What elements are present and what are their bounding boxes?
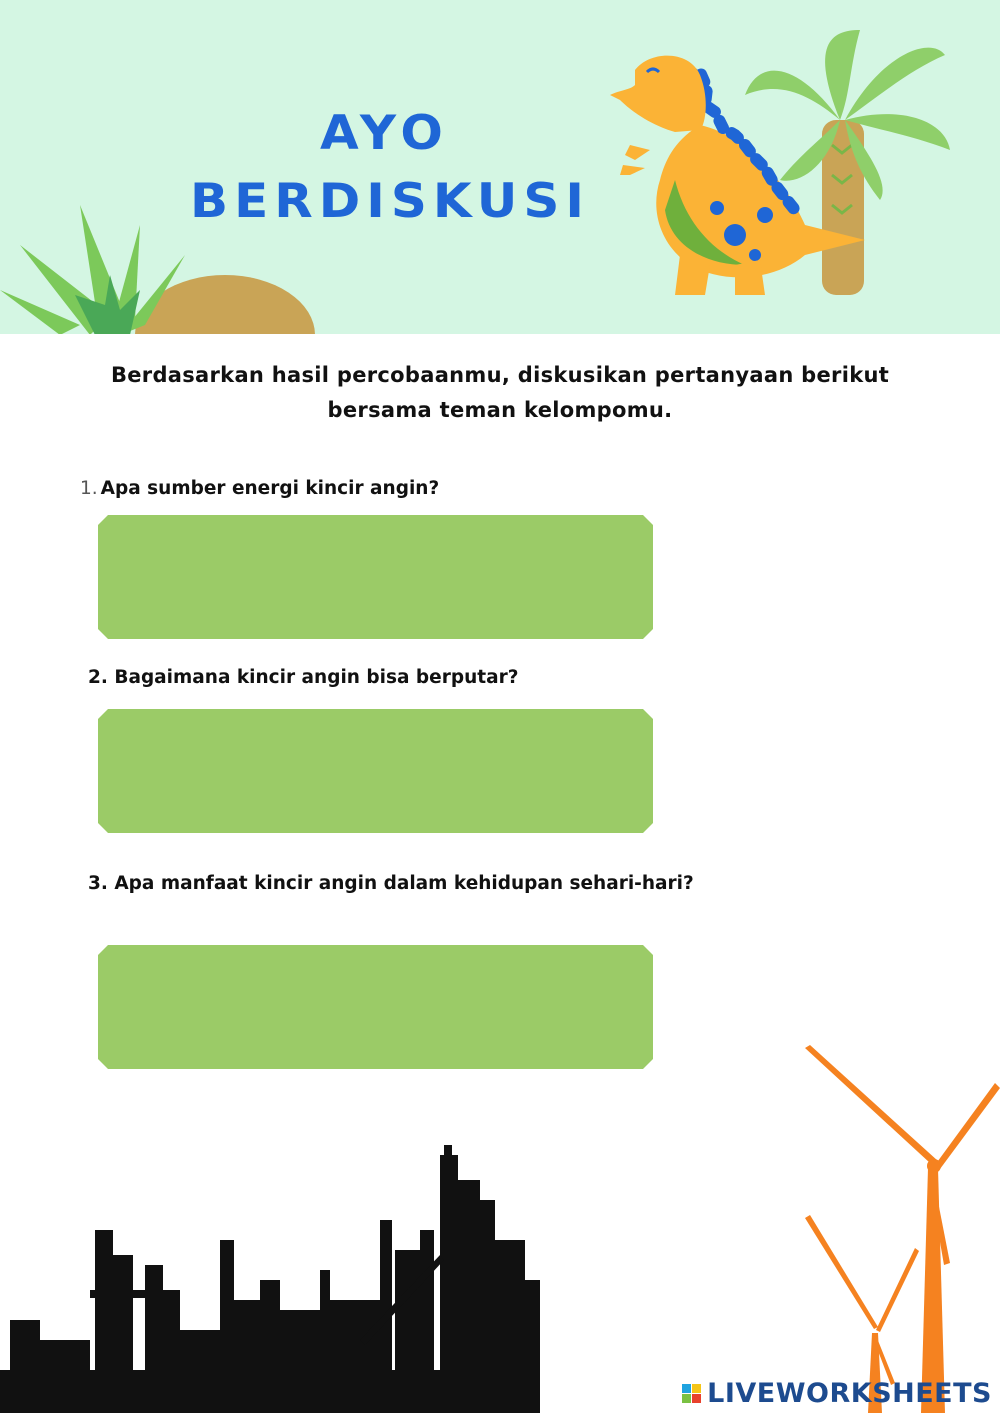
instructions-line-1: Berdasarkan hasil percobaanmu, diskusikan pertanyaan berikut [110,363,890,387]
liveworksheets-logo-icon [682,1384,701,1403]
question-1-text: Apa sumber energi kincir angin? [100,478,440,499]
header-banner [0,0,1000,334]
question-2-text: Bagaimana kincir angin bisa berputar? [114,667,519,688]
question-1 [80,478,439,499]
title-line-1: AYO [320,105,449,161]
instructions-line-2: bersama teman kelompomu. [327,398,673,422]
answer-box-2[interactable] [98,709,653,833]
question-2-number: 2. [88,667,108,688]
question-2 [88,667,518,688]
instructions [60,358,940,428]
dinosaur-icon [605,50,875,300]
wind-turbine-icon [800,1043,1000,1413]
question-1-number: 1. [80,478,98,499]
watermark-text: LIVEWORKSHEETS [707,1378,992,1409]
question-3 [88,873,694,894]
factory-skyline-icon [0,1040,560,1413]
watermark [682,1378,992,1409]
question-3-text: Apa manfaat kincir angin dalam kehidupan sehari-hari? [114,873,694,894]
question-3-number: 3. [88,873,108,894]
title-line-2: BERDISKUSI [190,173,590,229]
answer-box-1[interactable] [98,515,653,639]
